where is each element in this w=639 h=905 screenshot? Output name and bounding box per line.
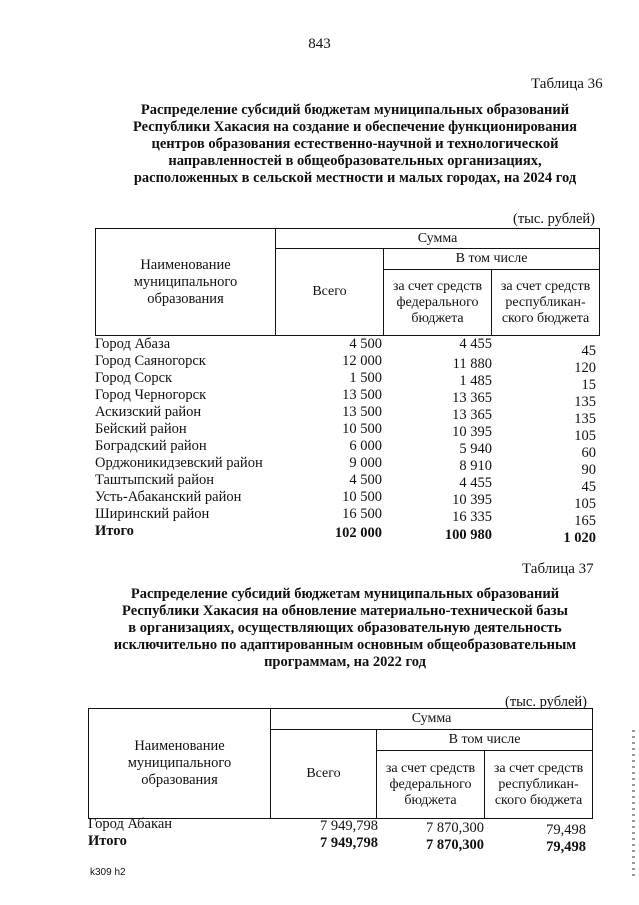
total-republic: 1 020 <box>563 530 596 546</box>
row-name: Город Саяногорск <box>95 353 206 369</box>
row-total: 4 500 <box>349 336 382 352</box>
table-total-row <box>95 523 599 546</box>
title-line: центров образования естественно-научной и технологической <box>151 136 559 152</box>
row-republic: 60 <box>581 445 596 461</box>
row-republic: 165 <box>574 513 596 529</box>
page-number: 843 <box>308 36 331 52</box>
row-federal: 10 395 <box>452 424 492 440</box>
row-republic: 105 <box>574 496 596 512</box>
title-line: Республики Хакасия на создание и обеспечение функционирования <box>132 119 578 135</box>
row-name: Город Абаза <box>95 336 171 352</box>
table-37-units: (тыс. рублей) <box>505 694 587 710</box>
row-name: Город Черногорск <box>95 387 207 403</box>
title-line: программам, на 2022 год <box>264 654 426 670</box>
scan-artifact <box>632 730 635 880</box>
footer-code: k309 h2 <box>90 867 126 878</box>
header-including: В том числе <box>377 730 593 751</box>
row-name: Орджоникидзевский район <box>95 455 263 471</box>
table-36-label: Таблица 36 <box>531 76 603 92</box>
row-federal: 8 910 <box>459 458 492 474</box>
table-row <box>95 370 599 393</box>
row-total: 4 500 <box>349 472 382 488</box>
table-36-units: (тыс. рублей) <box>513 211 595 227</box>
table-37-header <box>88 708 593 819</box>
header-republic: за счет средств республикан-ского бюджета <box>485 751 593 819</box>
row-total: 1 500 <box>349 370 382 386</box>
row-name: Город Абакан <box>88 816 173 832</box>
total-total: 7 949,798 <box>320 835 378 851</box>
table-row <box>95 506 599 529</box>
row-republic: 135 <box>574 394 596 410</box>
table-row <box>95 438 599 461</box>
header-name-column: Наименование муниципального образования <box>89 709 271 819</box>
header-sum: Сумма <box>271 709 593 730</box>
row-republic: 120 <box>574 360 596 376</box>
total-federal: 100 980 <box>444 527 492 543</box>
header-total: Всего <box>271 730 377 819</box>
row-name: Город Сорск <box>95 370 173 386</box>
row-name: Таштыпский район <box>95 472 215 488</box>
title-line: Распределение субсидий бюджетам муниципальных образований <box>140 102 570 118</box>
row-total: 13 500 <box>342 387 382 403</box>
header-including: В том числе <box>384 249 600 270</box>
header-republic: за счет средств республикан-ского бюджета <box>492 270 600 336</box>
table-36-body <box>95 336 599 546</box>
row-republic: 135 <box>574 411 596 427</box>
row-name: Боградский район <box>95 438 207 454</box>
title-line: расположенных в сельской местности и малых городах, на 2024 год <box>133 170 577 186</box>
title-line: Республики Хакасия на обновление материально-технической базы <box>122 603 568 619</box>
table-row <box>95 489 599 512</box>
header-total: Всего <box>276 249 384 336</box>
title-line: направленностей в общеобразовательных организациях, <box>168 153 542 169</box>
row-total: 6 000 <box>349 438 382 454</box>
row-republic: 79,498 <box>546 822 586 838</box>
row-name: Усть-Абаканский район <box>95 489 242 505</box>
table-36-title <box>90 102 620 187</box>
table-37-title <box>80 586 610 671</box>
title-line: в организациях, осуществляющих образовательную деятельность <box>128 620 562 636</box>
table-37-label: Таблица 37 <box>522 561 594 577</box>
table-36-header <box>95 228 600 336</box>
total-label: Итого <box>88 833 127 849</box>
table-total-row <box>88 833 592 855</box>
header-federal: за счет средств федерального бюджета <box>384 270 492 336</box>
total-federal: 7 870,300 <box>426 837 484 853</box>
row-total: 9 000 <box>349 455 382 471</box>
total-label: Итого <box>95 523 134 539</box>
total-total: 102 000 <box>334 525 382 541</box>
row-republic: 15 <box>581 377 596 393</box>
row-federal: 10 395 <box>452 492 492 508</box>
row-republic: 45 <box>581 343 596 359</box>
header-name-column: Наименование муниципального образования <box>96 229 276 336</box>
row-total: 10 500 <box>342 421 382 437</box>
header-sum: Сумма <box>276 229 600 249</box>
row-federal: 4 455 <box>459 475 492 491</box>
row-name: Ширинский район <box>95 506 210 522</box>
row-total: 10 500 <box>342 489 382 505</box>
table-37-body <box>88 816 592 855</box>
row-name: Бейский район <box>95 421 187 437</box>
row-republic: 105 <box>574 428 596 444</box>
row-federal: 5 940 <box>459 441 492 457</box>
title-line: исключительно по адаптированным основным общеобразовательным <box>113 637 577 653</box>
table-row <box>88 816 592 838</box>
row-federal: 16 335 <box>452 509 492 525</box>
table-row <box>95 455 599 478</box>
row-total: 16 500 <box>342 506 382 522</box>
row-federal: 7 870,300 <box>426 820 484 836</box>
row-republic: 45 <box>581 479 596 495</box>
row-name: Аскизский район <box>95 404 202 420</box>
table-row <box>95 472 599 495</box>
title-line: Распределение субсидий бюджетам муниципальных образований <box>130 586 560 602</box>
table-row <box>95 404 599 427</box>
row-federal: 4 455 <box>459 336 492 352</box>
header-federal: за счет средств федерального бюджета <box>377 751 485 819</box>
row-federal: 1 485 <box>459 373 492 389</box>
row-federal: 13 365 <box>452 390 492 406</box>
table-row <box>95 387 599 410</box>
table-row <box>95 421 599 444</box>
row-total: 13 500 <box>342 404 382 420</box>
row-republic: 90 <box>581 462 596 478</box>
row-total: 12 000 <box>342 353 382 369</box>
table-row <box>95 336 599 359</box>
row-federal: 11 880 <box>452 356 492 372</box>
row-total: 7 949,798 <box>320 818 378 834</box>
total-republic: 79,498 <box>546 839 586 855</box>
table-row <box>95 353 599 376</box>
row-federal: 13 365 <box>452 407 492 423</box>
